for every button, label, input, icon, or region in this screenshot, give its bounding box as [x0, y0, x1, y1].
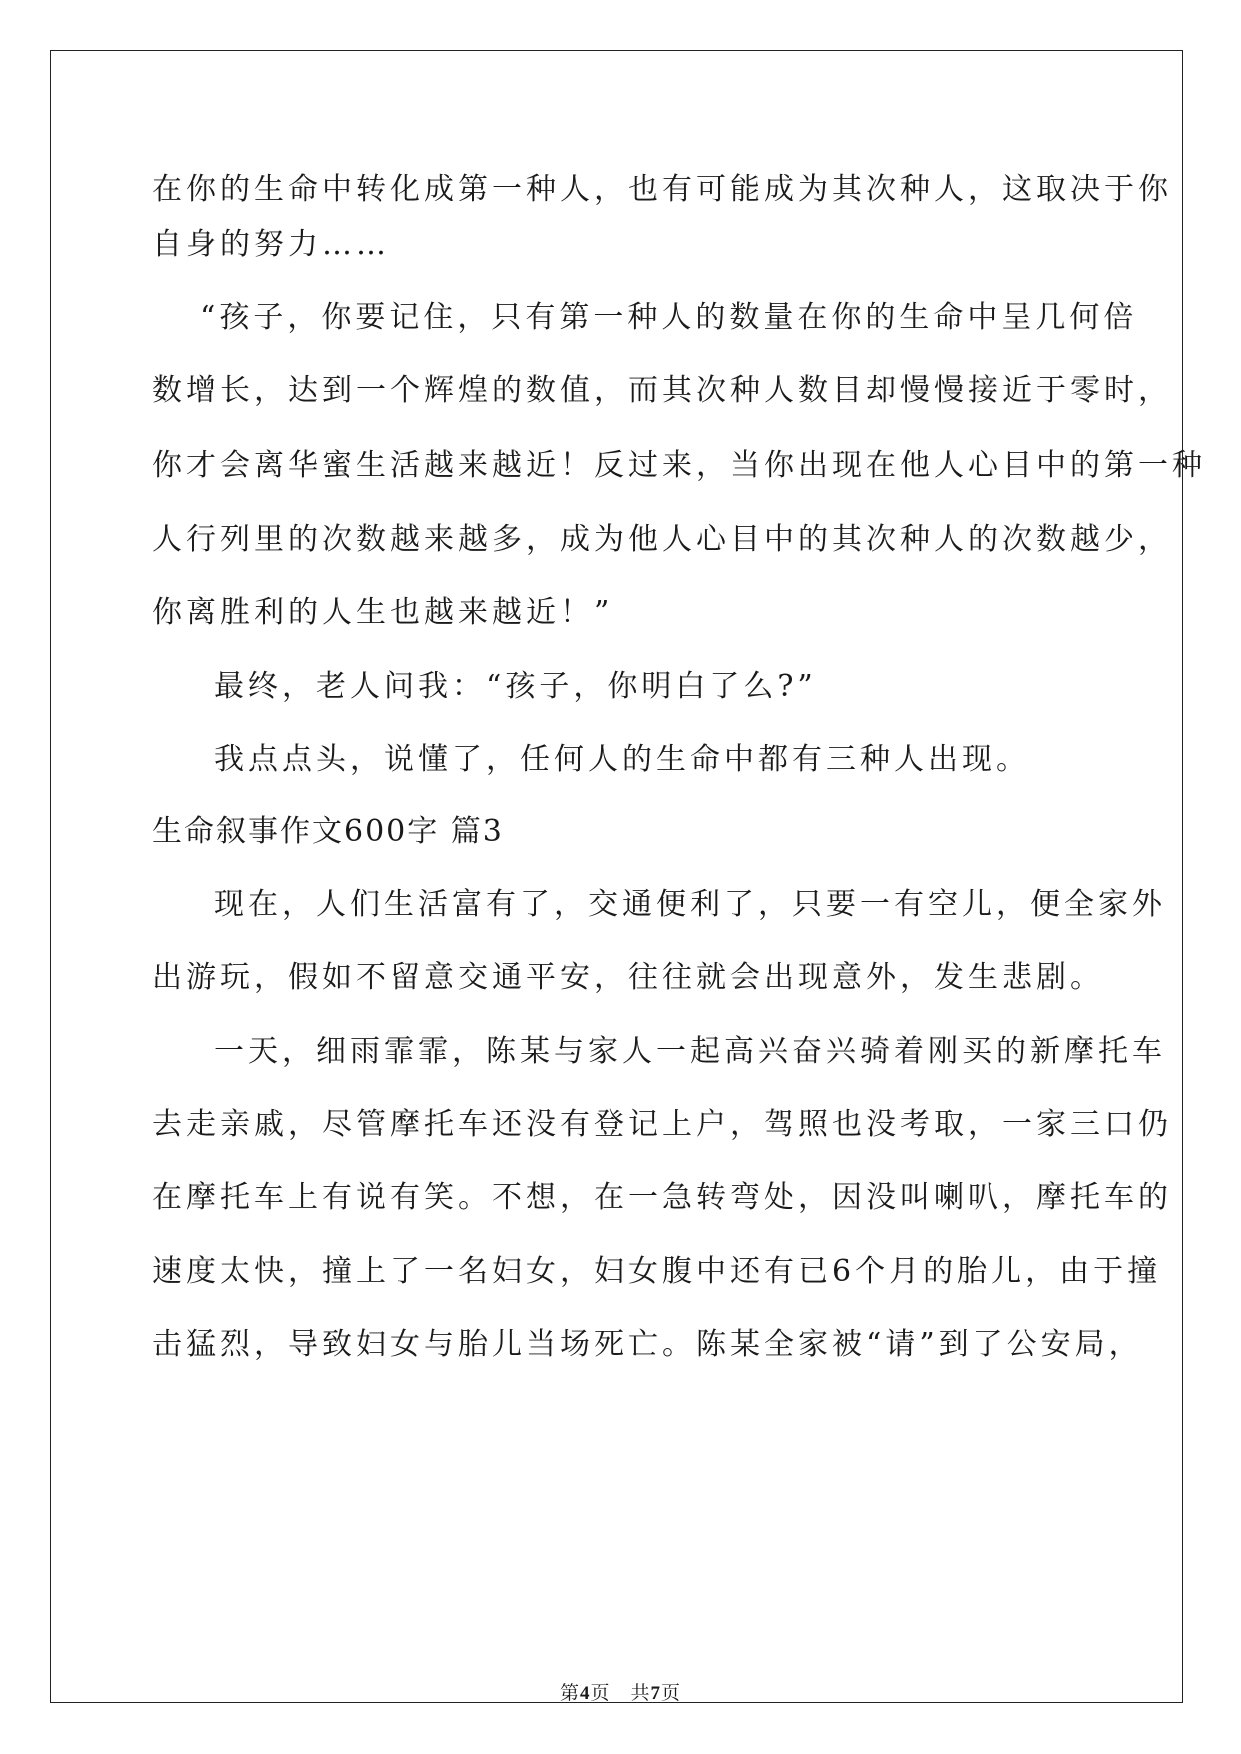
footer-total-prefix: 共	[630, 1683, 651, 1704]
body-line: 击猛烈，导致妇女与胎儿当场死亡。陈某全家被“请”到了公安局，	[152, 1327, 1143, 1362]
body-line: 数增长，达到一个辉煌的数值，而其次种人数目却慢慢接近于零时，	[152, 373, 1172, 408]
footer-prefix: 第	[559, 1683, 580, 1704]
body-line: “孩子，你要记住，只有第一种人的数量在你的生命中呈几何倍	[200, 300, 1138, 335]
body-line: 去走亲戚，尽管摩托车还没有登记上户，驾照也没考取，一家三口仍	[152, 1107, 1172, 1142]
body-line: 自身的努力……	[152, 227, 390, 262]
body-line: 最终，老人问我：“孩子，你明白了么?”	[214, 669, 817, 704]
body-line: 人行列里的次数越来越多，成为他人心目中的其次种人的次数越少，	[152, 522, 1172, 557]
current-page-number: 4	[579, 1683, 591, 1704]
body-line: 速度太快，撞上了一名妇女，妇女腹中还有已6个月的胎儿，由于撞	[152, 1254, 1162, 1289]
body-line: 在摩托车上有说有笑。不想，在一急转弯处，因没叫喇叭，摩托车的	[152, 1180, 1172, 1215]
page-footer	[0, 1682, 1241, 1706]
body-line: 现在，人们生活富有了，交通便利了，只要一有空儿，便全家外	[214, 887, 1166, 922]
body-line: 一天，细雨霏霏，陈某与家人一起高兴奋兴骑着刚买的新摩托车	[214, 1034, 1166, 1069]
footer-total-suffix: 页	[661, 1683, 682, 1704]
footer-page-word: 页	[590, 1683, 611, 1704]
body-line: 在你的生命中转化成第一种人，也有可能成为其次种人，这取决于你	[152, 172, 1172, 207]
section-heading: 生命叙事作文600字 篇3	[152, 814, 504, 849]
body-line: 我点点头，说懂了，任何人的生命中都有三种人出现。	[214, 742, 1030, 777]
body-line: 你离胜利的人生也越来越近！”	[152, 595, 614, 630]
total-pages-number: 7	[650, 1683, 662, 1704]
body-line: 出游玩，假如不留意交通平安，往往就会出现意外，发生悲剧。	[152, 960, 1104, 995]
body-line: 你才会离华蜜生活越来越近！反过来，当你出现在他人心目中的第一种	[152, 448, 1206, 483]
